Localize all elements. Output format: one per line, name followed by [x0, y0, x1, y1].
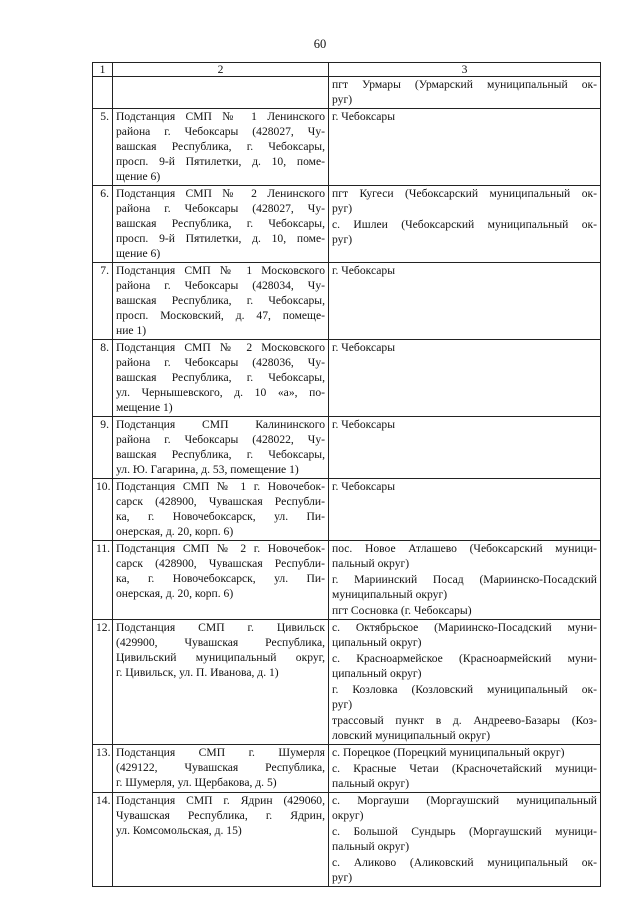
substation-cell	[113, 541, 329, 620]
table-body	[93, 77, 601, 887]
substation-text-line: ул. Ю. Гагарина, д. 53, помещение 1)	[116, 463, 299, 476]
substation-text-line: ка, г. Новочебоксарск, ул. Пи-	[116, 572, 325, 585]
header-col-2: 2	[113, 63, 329, 77]
service-area-item	[332, 745, 597, 760]
substation-text-line: щение 6)	[116, 170, 161, 183]
substation-text-line: Подстанция СМП № 2 Ленинского	[116, 187, 325, 200]
service-area-item	[332, 77, 597, 107]
substation-text-line: ка, г. Новочебоксарск, ул. Пи-	[116, 510, 325, 523]
substation-text-line: просп. Московский, д. 47, помеще-	[116, 309, 325, 322]
substation-cell	[113, 479, 329, 541]
row-number: 14.	[93, 793, 113, 887]
service-area-item	[332, 263, 597, 278]
service-area-item	[332, 541, 597, 571]
substation-text-line: района г. Чебоксары (428027, Чу-	[116, 202, 325, 215]
service-area-item	[332, 603, 597, 618]
substation-cell	[113, 417, 329, 479]
service-area-text-line: округ)	[332, 809, 364, 822]
service-area-text-line: ловский муниципальный округ)	[332, 729, 491, 742]
service-area-text-line: г. Чебоксары	[332, 264, 395, 277]
substation-text-line: ул. Чернышевского, д. 10 «а», по-	[116, 386, 325, 399]
substation-text-line: Цивильский муниципальный округ,	[116, 651, 325, 664]
row-number: 6.	[93, 186, 113, 263]
service-area-text-line: с. Большой Сундырь (Моргаушский муници-	[332, 825, 597, 838]
substation-text-line: Подстанция СМП № 2 Московского	[116, 341, 325, 354]
service-area-cell	[329, 186, 601, 263]
page-number: 60	[313, 37, 327, 51]
service-area-text-line: с. Красные Четаи (Красночетайский муници-	[332, 762, 597, 775]
substation-text-line: вашская Республика, г. Чебоксары,	[116, 140, 325, 153]
table-row	[93, 186, 601, 263]
substation-text-line: Подстанция СМП № 1 Ленинского	[116, 110, 325, 123]
substation-text-line: района г. Чебоксары (428027, Чу-	[116, 125, 325, 138]
service-area-text-line: с. Моргауши (Моргаушский муниципальный	[332, 794, 597, 807]
service-area-text-line: с. Ишлеи (Чебоксарский муниципальный ок-	[332, 218, 597, 231]
service-area-text-line: г. Чебоксары	[332, 418, 395, 431]
service-area-cell	[329, 340, 601, 417]
service-area-text-line: руг)	[332, 202, 353, 215]
row-number: 5.	[93, 109, 113, 186]
service-area-text-line: с. Порецкое (Порецкий муниципальный округ)	[332, 746, 565, 759]
service-area-text-line: пгт Урмары (Урмарский муниципальный ок-	[332, 78, 597, 91]
service-area-cell	[329, 417, 601, 479]
substation-text-line: г. Цивильск, ул. П. Иванова, д. 1)	[116, 666, 279, 679]
service-area-cell	[329, 479, 601, 541]
service-area-text-line: руг)	[332, 871, 353, 884]
service-area-item	[332, 479, 597, 494]
service-area-item	[332, 761, 597, 791]
service-area-cell	[329, 745, 601, 793]
service-area-text-line: г. Чебоксары	[332, 110, 395, 123]
table-row	[93, 417, 601, 479]
substation-text-line: онерская, д. 20, корп. 6)	[116, 587, 234, 600]
substation-cell	[113, 793, 329, 887]
substation-text-line: Подстанция СМП г. Цивильск	[116, 621, 325, 634]
service-area-text-line: ципальный округ)	[332, 667, 422, 680]
service-area-cell	[329, 263, 601, 340]
row-number: 13.	[93, 745, 113, 793]
service-area-cell	[329, 793, 601, 887]
service-area-text-line: трассовый пункт в д. Андреево-Базары (Коз-	[332, 714, 597, 727]
table-row	[93, 77, 601, 109]
substation-text-line: (429122, Чувашская Республика,	[116, 761, 325, 774]
table-row	[93, 745, 601, 793]
header-col-1: 1	[93, 63, 113, 77]
substation-text-line: просп. 9-й Пятилетки, д. 10, поме-	[116, 232, 325, 245]
service-area-text-line: пальный округ)	[332, 777, 410, 790]
service-area-text-line: руг)	[332, 233, 353, 246]
substation-text-line: вашская Республика, г. Чебоксары,	[116, 448, 325, 461]
service-area-cell	[329, 541, 601, 620]
table-header-row	[93, 63, 601, 77]
substation-text-line: района г. Чебоксары (428036, Чу-	[116, 356, 325, 369]
service-area-text-line: руг)	[332, 93, 353, 106]
table-row	[93, 620, 601, 745]
table-row	[93, 109, 601, 186]
row-number	[93, 77, 113, 109]
service-area-text-line: г. Чебоксары	[332, 480, 395, 493]
substation-text-line: Подстанция СМП г. Ядрин (429060,	[116, 794, 325, 807]
service-area-text-line: с. Красноармейское (Красноармейский муни-	[332, 652, 597, 665]
substation-text-line: вашская Республика, г. Чебоксары,	[116, 371, 325, 384]
service-area-item	[332, 793, 597, 823]
substation-text-line: Подстанция СМП № 1 г. Новочебок-	[116, 480, 325, 493]
substation-text-line: сарск (428900, Чувашская Республи-	[116, 557, 325, 570]
service-area-text-line: пальный округ)	[332, 557, 410, 570]
service-area-item	[332, 217, 597, 247]
substation-cell	[113, 745, 329, 793]
service-area-item	[332, 340, 597, 355]
substation-cell	[113, 109, 329, 186]
substation-text-line: г. Шумерля, ул. Щербакова, д. 5)	[116, 776, 277, 789]
service-area-text-line: пос. Новое Атлашево (Чебоксарский муници-	[332, 542, 597, 555]
substation-cell	[113, 186, 329, 263]
row-number: 11.	[93, 541, 113, 620]
service-area-item	[332, 682, 597, 712]
substation-text-line: района г. Чебоксары (428022, Чу-	[116, 433, 325, 446]
substation-text-line: Подстанция СМП № 1 Московского	[116, 264, 325, 277]
service-area-item	[332, 572, 597, 602]
service-area-item	[332, 620, 597, 650]
substation-text-line: района г. Чебоксары (428034, Чу-	[116, 279, 325, 292]
row-number: 9.	[93, 417, 113, 479]
substation-text-line: вашская Республика, г. Чебоксары,	[116, 294, 325, 307]
service-area-text-line: пальный округ)	[332, 840, 410, 853]
table-row	[93, 479, 601, 541]
substation-text-line: Подстанция СМП Калининского	[116, 418, 325, 431]
substation-text-line: ние 1)	[116, 324, 147, 337]
service-area-item	[332, 186, 597, 216]
service-area-cell	[329, 620, 601, 745]
service-area-item	[332, 713, 597, 743]
service-area-text-line: пгт Сосновка (г. Чебоксары)	[332, 604, 472, 617]
table-row	[93, 263, 601, 340]
table-row	[93, 793, 601, 887]
substation-text-line: вашская Республика, г. Чебоксары,	[116, 217, 325, 230]
row-number: 7.	[93, 263, 113, 340]
substation-cell	[113, 263, 329, 340]
service-area-item	[332, 417, 597, 432]
table-row	[93, 340, 601, 417]
service-area-text-line: с. Аликово (Аликовский муниципальный ок-	[332, 856, 597, 869]
substation-text-line: (429900, Чувашская Республика,	[116, 636, 325, 649]
substation-text-line: онерская, д. 20, корп. 6)	[116, 525, 234, 538]
service-area-text-line: г. Мариинский Посад (Мариинско-Посадский	[332, 573, 597, 586]
ambulance-substations-table	[92, 62, 601, 887]
substation-text-line: Подстанция СМП г. Шумерля	[116, 746, 325, 759]
service-area-text-line: руг)	[332, 698, 353, 711]
substation-text-line: Чувашская Республика, г. Ядрин,	[116, 809, 325, 822]
substation-text-line: ул. Комсомольская, д. 15)	[116, 824, 242, 837]
service-area-item	[332, 824, 597, 854]
service-area-text-line: г. Козловка (Козловский муниципальный ок-	[332, 683, 597, 696]
row-number: 10.	[93, 479, 113, 541]
service-area-item	[332, 855, 597, 885]
service-area-text-line: ципальный округ)	[332, 636, 422, 649]
substation-cell	[113, 340, 329, 417]
table-row	[93, 541, 601, 620]
substation-cell	[113, 620, 329, 745]
substation-text-line: сарск (428900, Чувашская Республи-	[116, 495, 325, 508]
substation-text-line: Подстанция СМП № 2 г. Новочебок-	[116, 542, 325, 555]
service-area-cell	[329, 77, 601, 109]
service-area-cell	[329, 109, 601, 186]
row-number: 8.	[93, 340, 113, 417]
header-col-3: 3	[329, 63, 601, 77]
service-area-item	[332, 109, 597, 124]
substation-text-line: мещение 1)	[116, 401, 173, 414]
service-area-text-line: г. Чебоксары	[332, 341, 395, 354]
service-area-text-line: пгт Кугеси (Чебоксарский муниципальный ок-	[332, 187, 597, 200]
service-area-text-line: муниципальный округ)	[332, 588, 448, 601]
substation-cell	[113, 77, 329, 109]
service-area-text-line: с. Октябрьское (Мариинско-Посадский муни-	[332, 621, 597, 634]
service-area-item	[332, 651, 597, 681]
row-number: 12.	[93, 620, 113, 745]
substation-text-line: просп. 9-й Пятилетки, д. 10, поме-	[116, 155, 325, 168]
substation-text-line: щение 6)	[116, 247, 161, 260]
